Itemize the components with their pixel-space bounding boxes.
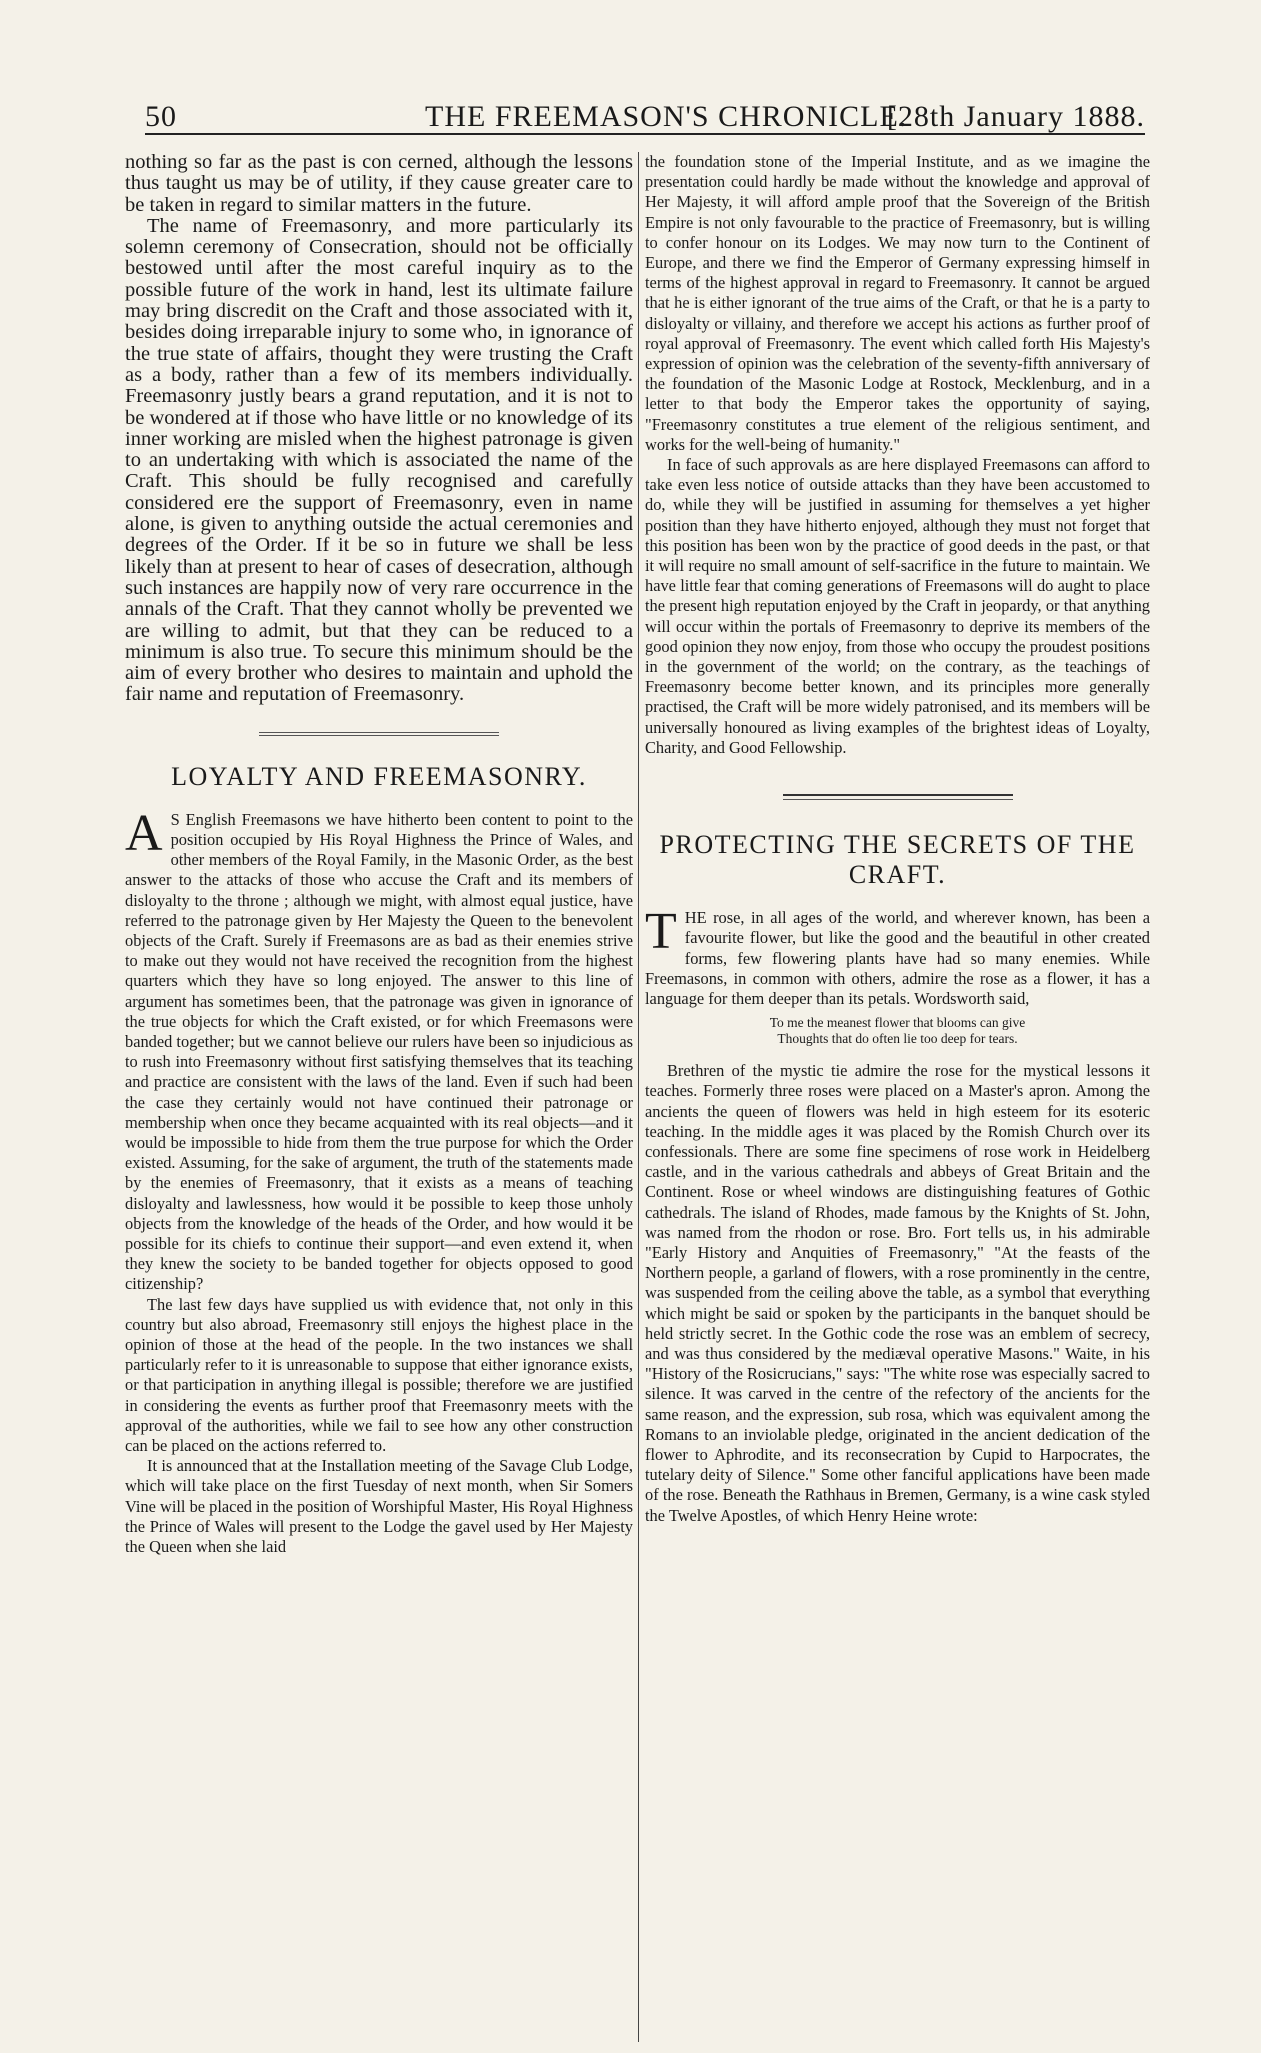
article-paragraph: The last few days have supplied us with evidence that, not only in this country but also abroad, Freemasonry still enjoys the highest place in the opinion of those at the head of the people. In the two instances we shall particularly refer to it is unreasonable to suppose that either ignorance exists, or that participation in anything illegal is possible; therefore we are justified in considering the events as further proof that Freemasonry meets with the approval of the authorities, while we fail to see how any other construction can be placed on the actions referred to. [125, 1294, 633, 1456]
article-paragraph: It is announced that at the Installation meeting of the Savage Club Lodge, which will take place on the first Tuesday of next month, when Sir Somers Vine will be placed in the position of Worshipful Master, His Royal Highness the Prince of Wales will present to the Lodge the gavel used by Her Majesty the Queen when she laid [125, 1456, 633, 1557]
article-paragraph [645, 903, 1150, 1009]
article-heading-loyalty: LOYALTY AND FREEMASONRY. [171, 761, 587, 791]
drop-cap: A [125, 804, 163, 862]
publication-title: THE FREEMASON'S CHRONICLE. [425, 100, 908, 133]
column-divider [638, 152, 639, 2042]
article-continuation-paragraph: nothing so far as the past is con cerned, although the lessons thus taught us may be of utility, if they cause greater care to be taken in regard to similar matters in the future. [125, 151, 633, 216]
issue-date: [28th January 1888. [886, 100, 1145, 133]
right-column [645, 152, 1150, 1526]
page-number: 50 [145, 100, 177, 133]
article-paragraph [125, 804, 633, 1295]
section-rule [259, 732, 499, 736]
paragraph-text: HE rose, in all ages of the world, and wherever known, has been a favourite flower, but like the good and the beautiful in other created forms, few flowering plants have had so many enemies. While Freemasons, in common with others, admire the rose as a flower, it has a language for them deeper than its petals. Wordsworth said, [645, 908, 1150, 1008]
verse-line: To me the meanest flower that blooms can give [769, 1015, 1026, 1031]
drop-cap: T [645, 903, 677, 961]
header-rule [145, 133, 1145, 135]
article-paragraph: The name of Freemasonry, and more particularly its solemn ceremony of Consecration, should not be officially bestowed until after the most careful inquiry as to the possible future of the work in hand, lest its ultimate failure may bring discredit on the Craft and those associated with it, besides doing irreparable injury to some who, in ignorance of the true state of affairs, thought they were trusting the Craft as a body, rather than a few of its members individually. Freemasonry justly bears a grand reputation, and it is not to be wondered at if those who have little or no knowledge of its inner working are misled when the highest patronage is given to an undertaking with which is associated the name of the Craft. This should be fully recognised and carefully considered ere the support of Freemasonry, even in name alone, is given to anything outside the actual ceremonies and degrees of the Order. If it be so in future we shall be less likely than at present to hear of cases of desecration, although such instances are happily now of very rare occurrence in the annals of the Craft. That they cannot wholly be prevented we are willing to admit, but that they can be reduced to a minimum is also true. To secure this minimum should be the aim of every brother who desires to maintain and uphold the fair name and reputation of Freemasonry. [125, 214, 633, 706]
section-rule [783, 794, 1013, 800]
paragraph-text: S English Freemasons we have hitherto been content to point to the position occupied by His Royal Highness the Prince of Wales, and other members of the Royal Family, in the Masonic Order, as the best answer to the attacks of those who accuse the Craft and its members of disloyalty to the throne ; although we might, with almost equal justice, have referred to the patronage given by Her Majesty the Queen to the benevolent objects of the Craft. Surely if Freemasons are as bad as their enemies strive to make out they would not have received the recognition from the highest quarters which they have so long enjoyed. The answer to this line of argument has sometimes been, that the patronage was given in ignorance of the true objects for which the Craft existed, or for which Freemasons were banded together; but we cannot believe our rulers have been so injudicious as to rush into Freemasonry without first satisfying themselves that its teaching and practice are consistent with the laws of the land. Even if such had been the case they certainly would not have continued their patronage or membership when once they became acquainted with its real objects—and it would be impossible to hide from them the true purpose for which the Order existed. Assuming, for the sake of argument, the truth of the statements made by the enemies of Freemasonry, that it exists as a means of teaching disloyalty and lawlessness, how would it be possible to keep those unholy objects from the knowledge of the heads of the Order, and how would it be possible for its chiefs to continue their support—and even extend it, when they knew the society to be banded together for objects opposed to good citizenship? [125, 809, 633, 1294]
verse-quote [645, 1015, 1150, 1047]
left-column [125, 152, 633, 1557]
article-paragraph: In face of such approvals as are here displayed Freemasons can afford to take even less notice of outside attacks than they have been accustomed to do, while they will be justified in assuming for themselves a yet higher position than they have hitherto enjoyed, although they must not forget that this position has been won by the practice of good deeds in the past, or that it will require no small amount of self-sacrifice in the future to maintain. We have little fear that coming generations of Freemasons will do aught to place the present high reputation enjoyed by the Craft in jeopardy, or that anything will occur within the portals of Freemasonry to deprive its members of the good opinion they now enjoy, from those who occupy the proudest positions in the government of the world; on the contrary, as the teachings of Freemasonry become better known, and its principles more generally practised, the Craft will be more widely patronised, and its members will be universally honoured as living examples of the brightest ideas of Loyalty, Charity, and Good Fellowship. [645, 455, 1150, 757]
article-heading-secrets: PROTECTING THE SECRETS OF THE CRAFT. [659, 830, 1136, 890]
verse-line: Thoughts that do often lie too deep for tears. [777, 1031, 1018, 1047]
article-continuation-paragraph: the foundation stone of the Imperial Institute, and as we imagine the presentation could hardly be made without the knowledge and approval of Her Majesty, it will afford ample proof that the Sovereign of the British Empire is not only favourable to the practice of Freemasonry, but is willing to confer honour on its Lodges. We may now turn to the Continent of Europe, and there we find the Emperor of Germany expressing himself in terms of the highest approval in regard to Freemasonry. It cannot be argued that he is either ignorant of the true aims of the Craft, or that he is a party to disloyalty or villainy, and therefore we accept his actions as further proof of royal approval of Freemasonry. The event which called forth His Majesty's expression of opinion was the celebration of the seventy-fifth anniversary of the foundation of the Masonic Lodge at Rostock, Mecklenburg, and in a letter to that body the Emperor takes the opportunity of saying, "Freemasonry constitutes a true element of the religious sentiment, and works for the well-being of humanity." [645, 152, 1150, 454]
article-paragraph: Brethren of the mystic tie admire the rose for the mystical lessons it teaches. Formerly three roses were placed on a Master's apron. Among the ancients the queen of flowers was held in high esteem for its esoteric teaching. In the middle ages it was placed by the Romish Church over its confessionals. There are some fine specimens of rose work in Heidelberg castle, and in the various cathedrals and abbeys of Great Britain and the Continent. Rose or wheel windows are distinguishing features of Gothic cathedrals. The island of Rhodes, made famous by the Knights of St. John, was named from the rhodon or rose. Bro. Fort tells us, in his admirable "Early History and Anquities of Freemasonry," "At the feasts of the Northern people, a garland of flowers, with a rose prominently in the centre, was suspended from the ceiling above the table, as a symbol that everything which might be said or spoken by the participants in the banquet should be held strictly secret. In the Gothic code the rose was an emblem of secrecy, and was thus considered by the mediæval operative Masons." Waite, in his "History of the Rosicrucians," says: "The white rose was especially sacred to silence. It was carved in the centre of the refectory of the ancients for the same reason, and the expression, sub rosa, which was equivalent among the Romans to an inviolable pledge, originated in the ancient dedication of the flower to Aphrodite, and its reconsecration by Cupid to Harpocrates, the tutelary deity of Silence." Some other fanciful applications have been made of the rose. Beneath the Rathhaus in Bremen, Germany, is a wine cask styled the Twelve Apostles, of which Henry Heine wrote: [645, 1061, 1150, 1525]
